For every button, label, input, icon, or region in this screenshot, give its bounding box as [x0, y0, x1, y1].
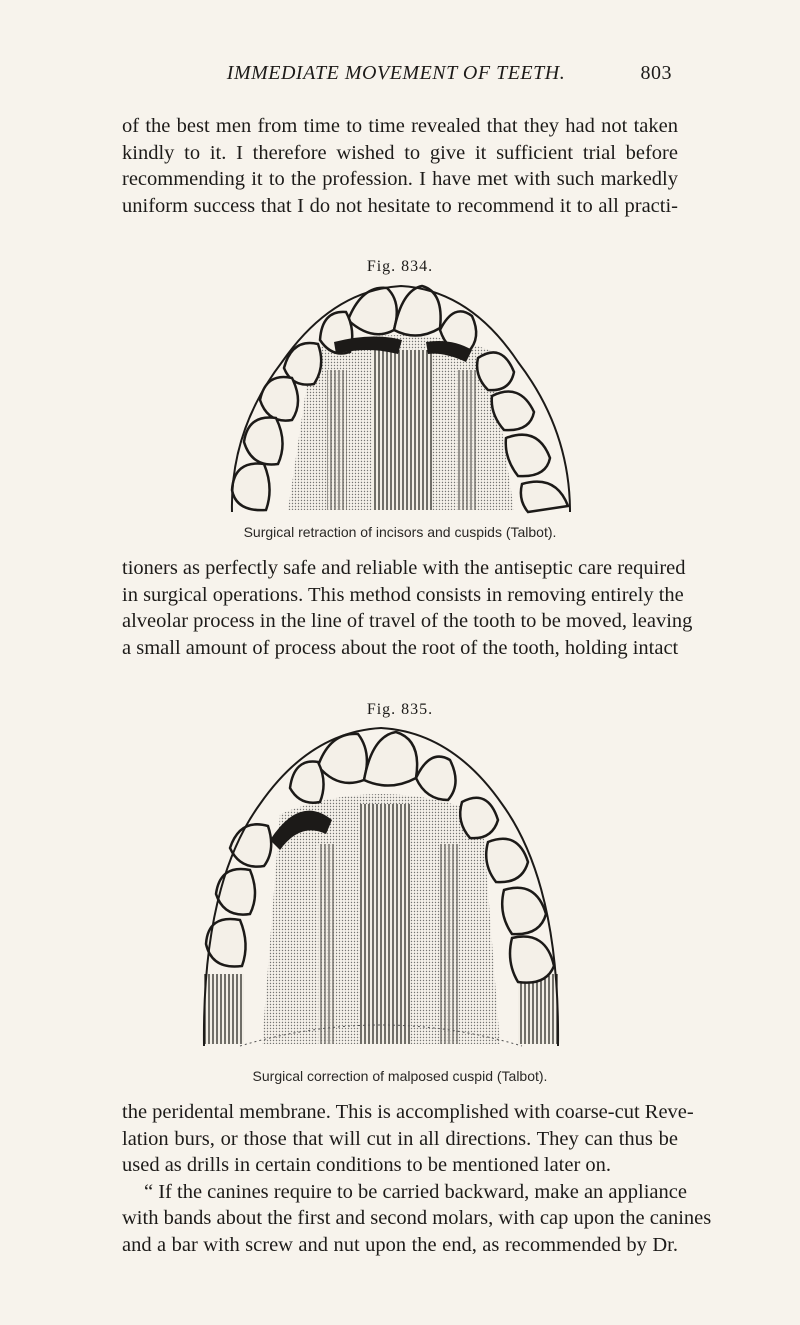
paragraph-2 [122, 555, 693, 661]
running-head [120, 62, 672, 90]
text-line: the peridental membrane. This is accomplished with coarse-cut Reve- [122, 1101, 694, 1123]
text-line: kindly to it. I therefore wished to give it sufficient trial before [122, 141, 678, 164]
paragraph-3 [122, 1099, 712, 1258]
text-line: with bands about the first and second molars, with cap upon the canines [122, 1207, 712, 1229]
text-line: lation burs, or those that will cut in all directions. They can thus be [122, 1127, 678, 1150]
text-line: used as drills in certain conditions to be mentioned later on. [122, 1154, 612, 1176]
text-line: in surgical operations. This method consists in removing entirely the [122, 583, 684, 606]
text-line: tioners as perfectly safe and reliable with the antiseptic care required [122, 557, 686, 579]
figure-834-image [222, 280, 580, 516]
figure-835-caption: Surgical correction of malposed cuspid (Talbot). [252, 1068, 548, 1084]
paragraph-1 [122, 113, 678, 219]
running-title: IMMEDIATE MOVEMENT OF TEETH. [226, 62, 566, 84]
text-line: uniform success that I do not hesitate to recommend it to all practi- [122, 194, 678, 217]
text-line: a small amount of process about the root of the tooth, holding intact [122, 636, 679, 659]
figure-834-label: Fig. 834. [366, 258, 434, 275]
text-line: of the best men from time to time revealed that they had not taken [122, 115, 678, 137]
text-line: and a bar with screw and nut upon the end, as recommended by Dr. [122, 1233, 678, 1256]
text-line: alveolar process in the line of travel of the tooth to be moved, leaving [122, 610, 693, 632]
figure-835-image [200, 724, 562, 1058]
page-number: 803 [640, 62, 672, 84]
figure-835-label: Fig. 835. [366, 701, 434, 718]
text-line: “ If the canines require to be carried backward, make an appliance [144, 1180, 687, 1203]
figure-834-caption: Surgical retraction of incisors and cuspids (Talbot). [243, 524, 557, 540]
text-line: recommending it to the profession. I have met with such markedly [122, 168, 678, 190]
